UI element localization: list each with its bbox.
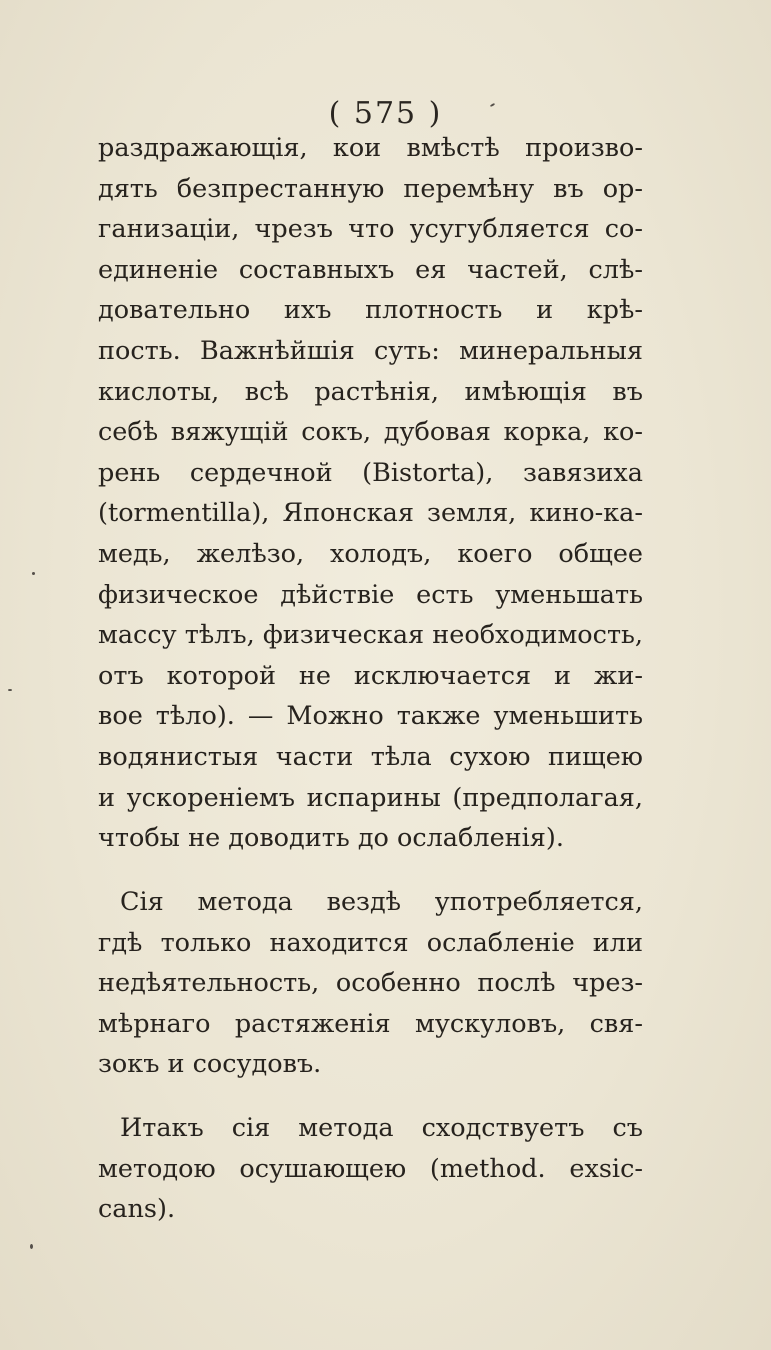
text-line: кислоты, всѣ растѣнія, имѣющія въ: [98, 376, 643, 407]
text-line: рень сердечной (Bistorta), завязиха: [98, 457, 643, 488]
text-line: недѣятельность, особенно послѣ чрез-: [98, 968, 643, 999]
text-line: медь, желѣзо, холодъ, коего общее: [98, 538, 643, 569]
text-line: cans).: [98, 1194, 176, 1225]
text-line: и ускореніемъ испарины (предполагая,: [98, 782, 643, 813]
text-line: вое тѣло). — Можно также уменьшить: [98, 701, 643, 732]
ink-speck: [30, 1244, 33, 1249]
text-line: ганизаціи, чрезъ что усугубляется со-: [98, 214, 643, 245]
text-line: гдѣ только находится ослабленіе или: [98, 927, 643, 958]
text-line: мѣрнаго растяженія мускуловъ, свя-: [98, 1008, 643, 1039]
ink-speck: [32, 572, 35, 575]
text-line: методою осушающею (method. exsic-: [98, 1153, 643, 1184]
text-line: (tormentilla), Японская земля, кино-ка-: [98, 498, 643, 529]
text-line: Итакъ сія метода сходствуетъ съ: [120, 1113, 643, 1143]
text-line: массу тѣлъ, физическая необходимость,: [98, 620, 643, 651]
paragraph-1: [98, 128, 643, 859]
text-line: отъ которой не исключается и жи-: [98, 660, 643, 691]
text-line: водянистыя части тѣла сухою пищею: [98, 741, 643, 772]
page-number: ( 575 ): [328, 96, 443, 131]
text-line: себѣ вяжущій сокъ, дубовая корка, ко-: [98, 417, 643, 448]
text-line: раздражающія, кои вмѣстѣ произво-: [98, 133, 643, 163]
text-line: дять безпрестанную перемѣну въ ор-: [98, 173, 643, 204]
ink-speck: [8, 689, 12, 691]
paragraph-3: [98, 1108, 643, 1230]
text-line: чтобы не доводить до ослабленія).: [98, 823, 564, 854]
text-line: зокъ и сосудовъ.: [98, 1049, 322, 1080]
paragraph-2: [98, 882, 643, 1085]
text-line: физическое дѣйствіе есть уменьшать: [98, 579, 643, 610]
text-line: единеніе составныхъ ея частей, слѣ-: [98, 254, 643, 285]
text-line: пость. Важнѣйшія суть: минеральныя: [98, 335, 643, 366]
text-line: довательно ихъ плотность и крѣ-: [98, 295, 643, 326]
text-line: Сія метода вездѣ употребляется,: [120, 887, 643, 917]
